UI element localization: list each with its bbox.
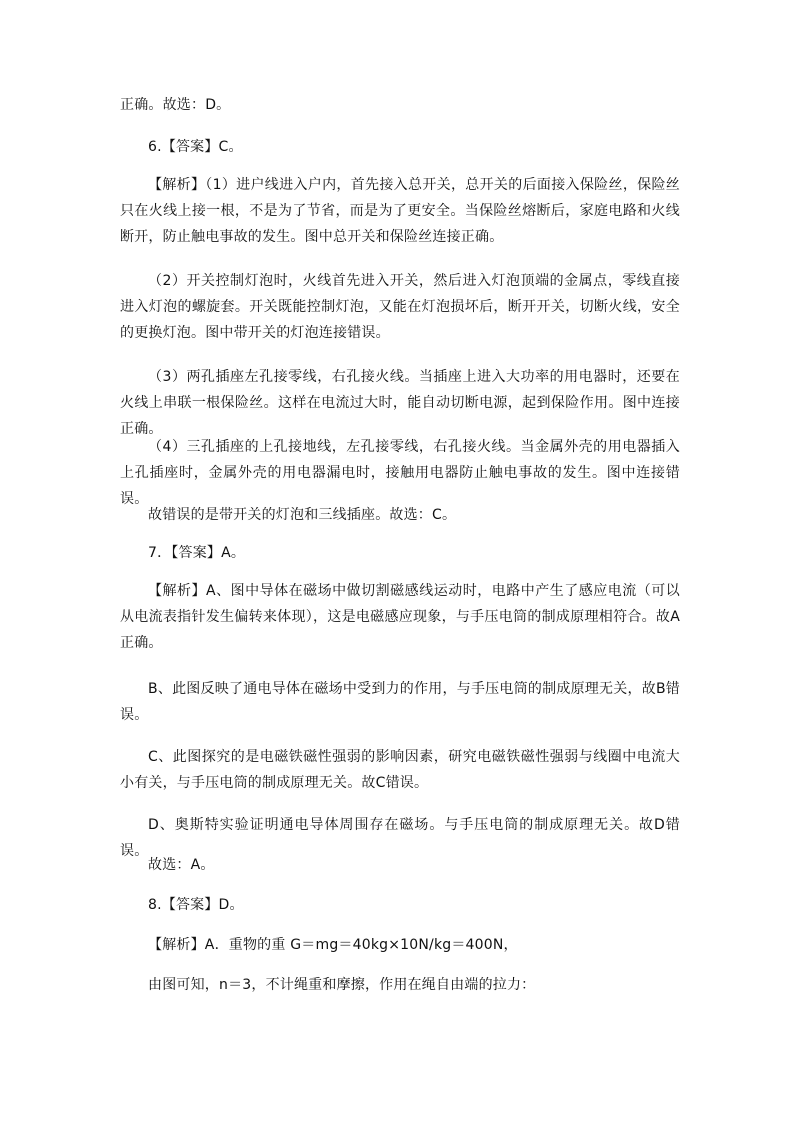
paragraph-answer-6: 6.【答案】C。 — [148, 139, 243, 155]
paragraph-analysis-8-b: 由图可知，n＝3，不计绳重和摩擦，作用在绳自由端的拉力： — [148, 977, 536, 993]
paragraph-analysis-7-a: 【解析】A、图中导体在磁场中做切割磁感线运动时，电路中产生了感应电流（可以从电流表指针发生偏转来体现），这是电磁感应现象，与手压电筒的制成原理相符合。故A正确。 — [120, 583, 680, 651]
paragraph-conclusion-7: 故选：A。 — [148, 857, 215, 873]
paragraph-analysis-8-a: 【解析】A．重物的重 G＝mg＝40kg×10N/kg＝400N， — [148, 937, 518, 953]
paragraph-analysis-7-b: B、此图反映了通电导体在磁场中受到力的作用，与手压电筒的制成原理无关，故B错误。 — [120, 681, 680, 723]
paragraph-analysis-6-2: （2）开关控制灯泡时，火线首先进入开关，然后进入灯泡顶端的金属点，零线直接进入灯泡的螺旋套。开关既能控制灯泡，又能在灯泡损坏后，断开开关，切断火线，安全的更换灯泡。图中带开关的灯泡连接错误。 — [120, 273, 680, 341]
paragraph-analysis-7-d: D、奥斯特实验证明通电导体周围存在磁场。与手压电筒的制成原理无关。故D错误。 — [120, 817, 680, 859]
paragraph-analysis-6-3: （3）两孔插座左孔接零线，右孔接火线。当插座上进入大功率的用电器时，还要在火线上串联一根保险丝。这样在电流过大时，能自动切断电源，起到保险作用。图中连接正确。 — [120, 369, 680, 437]
paragraph-conclusion-6: 故错误的是带开关的灯泡和三线插座。故选：C。 — [148, 507, 457, 523]
paragraph-answer-7: 7．【答案】A。 — [148, 545, 246, 561]
paragraph-analysis-6-1: 【解析】（1）进户线进入户内，首先接入总开关，总开关的后面接入保险丝，保险丝只在火线上接一根，不是为了节省，而是为了更安全。当保险丝熔断后，家庭电路和火线断开，防止触电事故的发生。图中总开关和保险丝连接正确。 — [120, 177, 680, 245]
paragraph-analysis-7-c: C、此图探究的是电磁铁磁性强弱的影响因素，研究电磁铁磁性强弱与线圈中电流大小有关，与手压电筒的制成原理无关。故C错误。 — [120, 749, 680, 791]
paragraph-analysis-6-4: （4）三孔插座的上孔接地线，左孔接零线，右孔接火线。当金属外壳的用电器插入上孔插座时，金属外壳的用电器漏电时，接触用电器防止触电事故的发生。图中连接错误。 — [120, 439, 680, 507]
paragraph-continued-answer-5: 正确。故选：D。 — [120, 97, 231, 113]
paragraph-answer-8: 8.【答案】D。 — [148, 897, 244, 913]
